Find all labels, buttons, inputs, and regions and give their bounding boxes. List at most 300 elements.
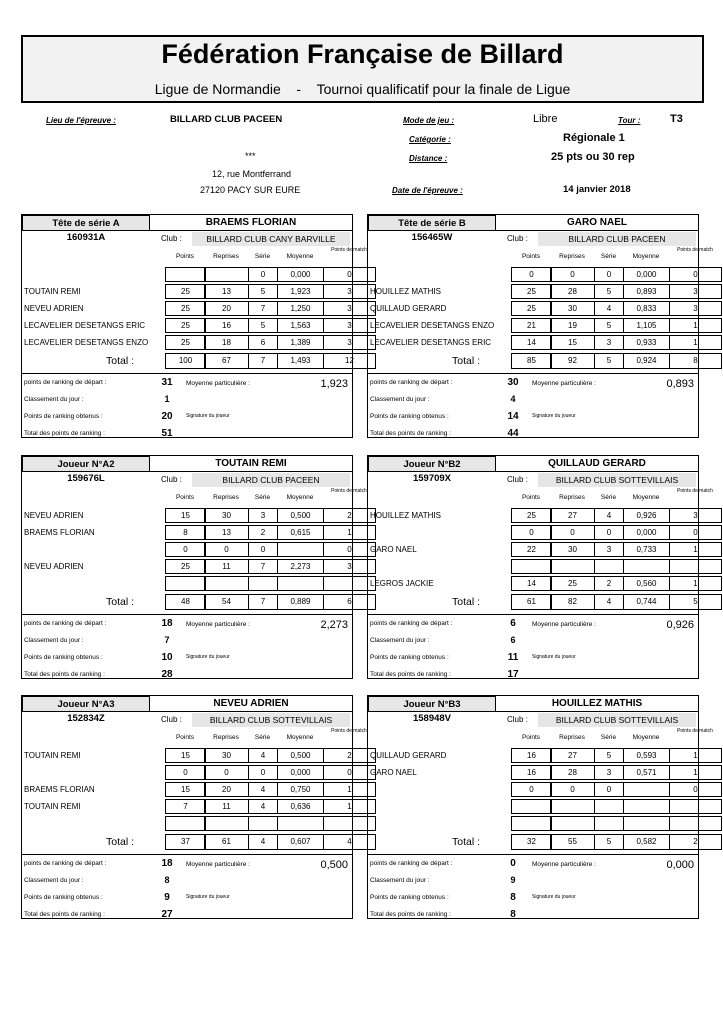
summary-label: Classement du jour : bbox=[24, 877, 84, 884]
score-cell: 3 bbox=[669, 284, 722, 299]
club-label: Club : bbox=[507, 715, 528, 724]
opponent-name: GARO NAEL bbox=[370, 768, 417, 777]
score-cell: 0,500 bbox=[277, 508, 324, 523]
score-cell: 1 bbox=[323, 525, 376, 540]
score-cell bbox=[669, 799, 722, 814]
score-cell: 18 bbox=[204, 335, 249, 350]
score-cell: 2 bbox=[594, 576, 624, 591]
summary-label: Points de ranking obtenus : bbox=[24, 654, 103, 661]
score-cell: 5 bbox=[594, 748, 624, 763]
summary-label: Points de ranking obtenus : bbox=[370, 654, 449, 661]
column-header: Points de match bbox=[677, 488, 713, 494]
score-cell: 0,500 bbox=[277, 748, 324, 763]
divider bbox=[368, 614, 698, 615]
divider bbox=[22, 854, 352, 855]
summary-value: 31 bbox=[161, 377, 173, 388]
seed-label: Tête de série A bbox=[22, 215, 150, 231]
score-cell: 0 bbox=[204, 765, 249, 780]
summary-value: 51 bbox=[161, 428, 173, 439]
license-id: 158948V bbox=[412, 713, 452, 724]
score-cell: 1 bbox=[669, 335, 722, 350]
column-header: Points bbox=[175, 734, 195, 741]
score-cell: 2 bbox=[323, 508, 376, 523]
summary-label: Total des points de ranking : bbox=[370, 671, 451, 678]
club-name: BILLARD CLUB PACEEN bbox=[192, 473, 350, 487]
summary-value: 9 bbox=[510, 875, 516, 885]
score-cell: 16 bbox=[511, 765, 552, 780]
opponent-name: LECAVELIER DESETANGS ENZO bbox=[24, 338, 149, 347]
score-cell: 30 bbox=[550, 542, 595, 557]
score-cell: 4 bbox=[248, 799, 278, 814]
score-cell: 20 bbox=[204, 301, 249, 316]
score-cell bbox=[623, 559, 670, 574]
score-cell: 15 bbox=[165, 748, 206, 763]
score-cell: 27 bbox=[550, 508, 595, 523]
opponent-name: HOUILLEZ MATHIS bbox=[370, 511, 441, 520]
opponent-name: BRAEMS FLORIAN bbox=[24, 528, 95, 537]
score-cell: 3 bbox=[669, 301, 722, 316]
column-header: Points bbox=[175, 253, 195, 260]
score-cell: 13 bbox=[204, 284, 249, 299]
category-label: Catégorie : bbox=[409, 135, 451, 144]
column-header: Série bbox=[600, 734, 617, 741]
summary-value: 8 bbox=[164, 875, 170, 885]
total-cell: 8 bbox=[669, 353, 722, 369]
score-cell: 7 bbox=[248, 301, 278, 316]
summary-value: 18 bbox=[161, 618, 173, 629]
score-cell: 0,833 bbox=[623, 301, 670, 316]
total-cell: 85 bbox=[511, 353, 552, 369]
score-cell: 0 bbox=[550, 782, 595, 797]
player-name: GARO NAEL bbox=[495, 215, 698, 231]
distance-value: 25 pts ou 30 rep bbox=[551, 151, 635, 163]
summary-value: 20 bbox=[161, 411, 173, 422]
opponent-name: LECAVELIER DESETANGS ERIC bbox=[24, 321, 146, 330]
score-cell: 3 bbox=[323, 301, 376, 316]
column-header: Points bbox=[521, 253, 541, 260]
score-cell: 3 bbox=[248, 508, 278, 523]
score-cell: 1,250 bbox=[277, 301, 324, 316]
summary-label: points de ranking de départ : bbox=[370, 620, 453, 627]
total-cell: 0,924 bbox=[623, 353, 670, 369]
moyenne-part-label: Moyenne particulière : bbox=[532, 380, 596, 387]
moyenne-part-value: 1,923 bbox=[320, 378, 348, 390]
total-cell: 7 bbox=[248, 594, 278, 610]
column-header: Moyenne bbox=[286, 734, 314, 741]
moyenne-part-label: Moyenne particulière : bbox=[532, 861, 596, 868]
total-label: Total : bbox=[106, 355, 135, 367]
seed-label: Joueur N°A2 bbox=[22, 456, 150, 472]
seed-label: Tête de série B bbox=[368, 215, 496, 231]
moyenne-part-label: Moyenne particulière : bbox=[186, 380, 250, 387]
score-cell: 22 bbox=[511, 542, 552, 557]
summary-value: 8 bbox=[510, 909, 516, 920]
signature-label: Signature du joueur bbox=[532, 654, 576, 660]
score-cell bbox=[165, 816, 206, 831]
date-label: Date de l'épreuve : bbox=[392, 186, 463, 195]
score-cell: 21 bbox=[511, 318, 552, 333]
total-cell: 5 bbox=[594, 353, 624, 369]
score-cell: 5 bbox=[248, 284, 278, 299]
column-header: Moyenne bbox=[286, 494, 314, 501]
opponent-name: TOUTAIN REMI bbox=[24, 751, 81, 760]
divider bbox=[368, 373, 698, 374]
score-cell: 0 bbox=[669, 525, 722, 540]
club-label: Club : bbox=[161, 715, 182, 724]
score-cell: 0,733 bbox=[623, 542, 670, 557]
score-cell: 0 bbox=[669, 782, 722, 797]
license-id: 159709X bbox=[412, 473, 452, 484]
license-id: 160931A bbox=[66, 232, 106, 243]
summary-label: points de ranking de départ : bbox=[24, 860, 107, 867]
summary-value: 8 bbox=[510, 892, 516, 903]
total-label: Total : bbox=[452, 355, 481, 367]
seed-label: Joueur N°A3 bbox=[22, 696, 150, 712]
score-cell: 30 bbox=[204, 748, 249, 763]
summary-label: Total des points de ranking : bbox=[24, 671, 105, 678]
score-cell bbox=[550, 816, 595, 831]
summary-value: 14 bbox=[507, 411, 519, 422]
moyenne-part-label: Moyenne particulière : bbox=[186, 861, 250, 868]
tour-value: T3 bbox=[670, 113, 683, 125]
score-cell: 3 bbox=[323, 284, 376, 299]
score-cell: 16 bbox=[511, 748, 552, 763]
total-cell: 0,889 bbox=[277, 594, 324, 610]
license-id: 152834Z bbox=[67, 713, 105, 724]
score-cell: 0,636 bbox=[277, 799, 324, 814]
summary-value: 28 bbox=[161, 669, 173, 680]
lieu-value: BILLARD CLUB PACEEN bbox=[170, 114, 283, 125]
score-cell: 11 bbox=[204, 559, 249, 574]
moyenne-part-value: 0,500 bbox=[320, 859, 348, 871]
score-cell: 0 bbox=[323, 542, 376, 557]
total-cell: 55 bbox=[550, 834, 595, 850]
club-name: BILLARD CLUB PACEEN bbox=[538, 232, 696, 246]
summary-value: 10 bbox=[161, 652, 173, 663]
score-cell: 0 bbox=[165, 765, 206, 780]
lieu-label: Lieu de l'épreuve : bbox=[46, 116, 116, 125]
header-box bbox=[21, 35, 704, 103]
score-cell: 15 bbox=[550, 335, 595, 350]
score-cell: 3 bbox=[323, 559, 376, 574]
score-cell: 0 bbox=[248, 267, 278, 282]
summary-label: Points de ranking obtenus : bbox=[370, 894, 449, 901]
score-cell: 0 bbox=[323, 267, 376, 282]
score-cell: 27 bbox=[550, 748, 595, 763]
summary-value: 27 bbox=[161, 909, 173, 920]
score-cell: 11 bbox=[204, 799, 249, 814]
score-cell bbox=[511, 816, 552, 831]
summary-label: Classement du jour : bbox=[370, 396, 430, 403]
score-cell bbox=[511, 799, 552, 814]
score-cell: 0 bbox=[550, 525, 595, 540]
column-header: Série bbox=[254, 253, 271, 260]
score-cell bbox=[248, 576, 278, 591]
summary-value: 4 bbox=[510, 394, 516, 404]
column-header: Reprises bbox=[213, 494, 239, 501]
score-cell: 1 bbox=[669, 542, 722, 557]
score-cell bbox=[669, 816, 722, 831]
distance-label: Distance : bbox=[409, 154, 448, 163]
summary-value: 44 bbox=[507, 428, 519, 439]
opponent-name: NEVEU ADRIEN bbox=[24, 562, 84, 571]
column-header: Reprises bbox=[559, 494, 585, 501]
license-id: 159676L bbox=[67, 473, 105, 484]
total-cell: 0,582 bbox=[623, 834, 670, 850]
summary-value: 17 bbox=[507, 669, 519, 680]
summary-value: 9 bbox=[164, 892, 170, 903]
opponent-name: GARO NAEL bbox=[370, 545, 417, 554]
total-label: Total : bbox=[106, 596, 135, 608]
score-cell: 4 bbox=[248, 782, 278, 797]
score-cell bbox=[623, 816, 670, 831]
total-cell: 0,607 bbox=[277, 834, 324, 850]
score-cell: 0,000 bbox=[277, 765, 324, 780]
opponent-name: QUILLAUD GERARD bbox=[370, 304, 447, 313]
score-cell: 14 bbox=[511, 576, 552, 591]
total-cell: 48 bbox=[165, 594, 206, 610]
opponent-name: HOUILLEZ MATHIS bbox=[370, 287, 441, 296]
score-cell: 1 bbox=[669, 576, 722, 591]
score-cell: 0 bbox=[594, 525, 624, 540]
summary-value: 6 bbox=[510, 635, 516, 645]
total-cell: 1,493 bbox=[277, 353, 324, 369]
score-cell bbox=[277, 542, 324, 557]
summary-label: Points de ranking obtenus : bbox=[24, 413, 103, 420]
summary-label: Total des points de ranking : bbox=[370, 911, 451, 918]
score-cell: 0 bbox=[594, 267, 624, 282]
score-cell: 7 bbox=[248, 559, 278, 574]
score-cell: 25 bbox=[165, 301, 206, 316]
score-cell: 6 bbox=[248, 335, 278, 350]
summary-value: 7 bbox=[164, 635, 170, 645]
column-header: Moyenne bbox=[632, 494, 660, 501]
score-cell: 4 bbox=[248, 748, 278, 763]
score-cell: 0,000 bbox=[623, 267, 670, 282]
column-header: Points de match bbox=[331, 488, 367, 494]
column-header: Moyenne bbox=[632, 734, 660, 741]
score-cell: 28 bbox=[550, 284, 595, 299]
player-card bbox=[367, 455, 713, 680]
column-header: Reprises bbox=[213, 253, 239, 260]
total-cell: 67 bbox=[204, 353, 249, 369]
total-label: Total : bbox=[452, 596, 481, 608]
summary-label: points de ranking de départ : bbox=[370, 860, 453, 867]
score-cell: 0 bbox=[511, 525, 552, 540]
score-cell: 0,000 bbox=[623, 525, 670, 540]
score-cell: 19 bbox=[550, 318, 595, 333]
club-label: Club : bbox=[161, 234, 182, 243]
total-cell: 12 bbox=[323, 353, 376, 369]
category-value: Régionale 1 bbox=[563, 132, 625, 144]
moyenne-part-label: Moyenne particulière : bbox=[186, 621, 250, 628]
score-cell bbox=[594, 799, 624, 814]
opponent-name: TOUTAIN REMI bbox=[24, 287, 81, 296]
score-cell: 1 bbox=[323, 782, 376, 797]
total-cell: 92 bbox=[550, 353, 595, 369]
summary-value: 11 bbox=[507, 652, 519, 663]
total-cell: 100 bbox=[165, 353, 206, 369]
license-id: 156465W bbox=[411, 232, 453, 243]
score-cell bbox=[550, 559, 595, 574]
page-subtitle bbox=[23, 81, 702, 97]
score-cell: 0,926 bbox=[623, 508, 670, 523]
opponent-name: NEVEU ADRIEN bbox=[24, 511, 84, 520]
score-cell: 5 bbox=[594, 284, 624, 299]
mode-label: Mode de jeu : bbox=[403, 116, 455, 125]
club-name: BILLARD CLUB SOTTEVILLAIS bbox=[192, 713, 350, 727]
score-cell: 1 bbox=[669, 318, 722, 333]
summary-label: Total des points de ranking : bbox=[370, 430, 451, 437]
column-header: Points bbox=[175, 494, 195, 501]
total-cell: 4 bbox=[248, 834, 278, 850]
score-cell: 0,571 bbox=[623, 765, 670, 780]
club-label: Club : bbox=[507, 475, 528, 484]
score-cell: 0,593 bbox=[623, 748, 670, 763]
score-cell: 25 bbox=[165, 284, 206, 299]
moyenne-part-value: 0,000 bbox=[666, 859, 694, 871]
column-header: Série bbox=[600, 253, 617, 260]
score-cell: 25 bbox=[550, 576, 595, 591]
page-title: Fédération Française de Billard bbox=[161, 39, 564, 69]
score-cell: 0 bbox=[248, 765, 278, 780]
opponent-name: LECAVELIER DESETANGS ERIC bbox=[370, 338, 492, 347]
score-cell: 3 bbox=[594, 765, 624, 780]
score-cell bbox=[165, 267, 206, 282]
total-cell: 82 bbox=[550, 594, 595, 610]
column-header: Reprises bbox=[213, 734, 239, 741]
score-cell bbox=[594, 559, 624, 574]
score-cell: 25 bbox=[511, 508, 552, 523]
column-header: Moyenne bbox=[632, 253, 660, 260]
column-header: Moyenne bbox=[286, 253, 314, 260]
player-name: HOUILLEZ MATHIS bbox=[495, 696, 698, 712]
score-cell: 0 bbox=[204, 542, 249, 557]
seed-label: Joueur N°B3 bbox=[368, 696, 496, 712]
signature-label: Signature du joueur bbox=[532, 413, 576, 419]
column-header: Série bbox=[600, 494, 617, 501]
column-header: Points de match bbox=[331, 247, 367, 253]
score-cell: 5 bbox=[248, 318, 278, 333]
score-cell bbox=[623, 799, 670, 814]
score-cell: 30 bbox=[550, 301, 595, 316]
signature-label: Signature du joueur bbox=[186, 654, 230, 660]
date-value: 14 janvier 2018 bbox=[563, 184, 631, 195]
opponent-name: TOUTAIN REMI bbox=[24, 802, 81, 811]
summary-label: Classement du jour : bbox=[24, 396, 84, 403]
total-cell: 7 bbox=[248, 353, 278, 369]
total-cell: 37 bbox=[165, 834, 206, 850]
score-cell: 25 bbox=[165, 559, 206, 574]
column-header: Points bbox=[521, 494, 541, 501]
signature-label: Signature du joueur bbox=[186, 894, 230, 900]
score-cell: 8 bbox=[165, 525, 206, 540]
score-cell bbox=[511, 559, 552, 574]
summary-label: points de ranking de départ : bbox=[24, 620, 107, 627]
score-cell: 0,893 bbox=[623, 284, 670, 299]
score-cell: 0 bbox=[550, 267, 595, 282]
score-cell bbox=[165, 576, 206, 591]
summary-label: points de ranking de départ : bbox=[370, 379, 453, 386]
player-card bbox=[367, 695, 713, 920]
score-cell: 0,615 bbox=[277, 525, 324, 540]
summary-value: 6 bbox=[510, 618, 516, 629]
score-cell: 0,933 bbox=[623, 335, 670, 350]
score-cell: 0 bbox=[248, 542, 278, 557]
score-cell: 5 bbox=[594, 318, 624, 333]
score-cell: 1,389 bbox=[277, 335, 324, 350]
total-cell: 6 bbox=[323, 594, 376, 610]
score-cell: 0 bbox=[323, 765, 376, 780]
score-cell: 2 bbox=[248, 525, 278, 540]
score-cell: 25 bbox=[165, 335, 206, 350]
player-card bbox=[21, 214, 367, 439]
club-label: Club : bbox=[161, 475, 182, 484]
score-cell bbox=[277, 816, 324, 831]
opponent-name: NEVEU ADRIEN bbox=[24, 304, 84, 313]
player-name: BRAEMS FLORIAN bbox=[149, 215, 352, 231]
score-cell: 7 bbox=[165, 799, 206, 814]
score-cell: 1 bbox=[669, 765, 722, 780]
summary-label: Classement du jour : bbox=[24, 637, 84, 644]
total-cell: 4 bbox=[323, 834, 376, 850]
score-cell: 3 bbox=[323, 335, 376, 350]
opponent-name: LECAVELIER DESETANGS ENZO bbox=[370, 321, 495, 330]
player-card bbox=[21, 455, 367, 680]
score-cell: 28 bbox=[550, 765, 595, 780]
score-cell: 0 bbox=[165, 542, 206, 557]
score-cell: 16 bbox=[204, 318, 249, 333]
club-name: BILLARD CLUB SOTTEVILLAIS bbox=[538, 713, 696, 727]
total-label: Total : bbox=[452, 836, 481, 848]
score-cell bbox=[623, 782, 670, 797]
column-header: Série bbox=[254, 734, 271, 741]
tournament-name: Tournoi qualificatif pour la finale de Ligue bbox=[316, 81, 571, 97]
score-cell: 0 bbox=[511, 267, 552, 282]
summary-label: Classement du jour : bbox=[370, 637, 430, 644]
score-cell: 1 bbox=[323, 799, 376, 814]
player-card bbox=[21, 695, 367, 920]
score-cell: 25 bbox=[511, 284, 552, 299]
column-header: Points de match bbox=[677, 247, 713, 253]
opponent-name: LEGROS JACKIE bbox=[370, 579, 434, 588]
summary-label: Total des points de ranking : bbox=[24, 430, 105, 437]
score-cell: 0 bbox=[511, 782, 552, 797]
column-header: Points de match bbox=[677, 728, 713, 734]
total-cell: 32 bbox=[511, 834, 552, 850]
score-cell: 0 bbox=[669, 267, 722, 282]
score-cell: 15 bbox=[165, 782, 206, 797]
league-name: Ligue de Normandie bbox=[154, 81, 281, 97]
total-label: Total : bbox=[106, 836, 135, 848]
score-cell: 0 bbox=[594, 782, 624, 797]
score-cell bbox=[277, 576, 324, 591]
divider bbox=[22, 373, 352, 374]
total-cell: 61 bbox=[204, 834, 249, 850]
moyenne-part-label: Moyenne particulière : bbox=[532, 621, 596, 628]
score-cell bbox=[204, 576, 249, 591]
total-cell: 4 bbox=[594, 594, 624, 610]
summary-label: Points de ranking obtenus : bbox=[370, 413, 449, 420]
score-cell: 14 bbox=[511, 335, 552, 350]
signature-label: Signature du joueur bbox=[186, 413, 230, 419]
score-cell bbox=[594, 816, 624, 831]
score-cell: 0,000 bbox=[277, 267, 324, 282]
mode-value: Libre bbox=[533, 113, 558, 125]
subtitle-separator: - bbox=[296, 81, 302, 97]
score-cell: 30 bbox=[204, 508, 249, 523]
score-cell: 25 bbox=[165, 318, 206, 333]
